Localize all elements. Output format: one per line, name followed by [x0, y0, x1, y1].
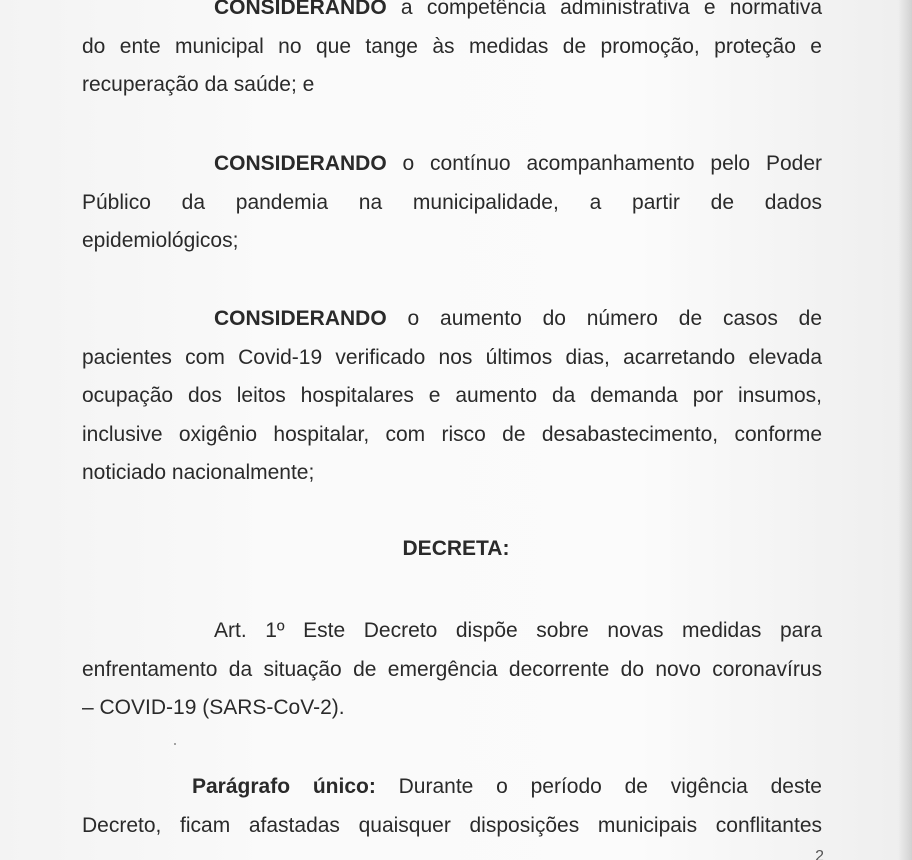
paragraph-competencia — [82, 0, 822, 105]
paragraph-line: pacientes com Covid-19 verificado nos últimos dias, acarretando elevada — [82, 345, 822, 369]
page-number: 2 — [815, 848, 824, 860]
paragraph-line: inclusive oxigênio hospitalar, com risco de desabastecimento, conforme — [82, 422, 822, 446]
paragraph-line: ocupação dos leitos hospitalares e aumento da demanda por insumos, — [82, 384, 822, 407]
decreta-heading: DECRETA: — [402, 537, 510, 560]
paragraph-line: – COVID-19 (SARS-CoV-2). — [82, 696, 345, 719]
paragraph-line: do ente municipal no que tange às medidas de promoção, proteção e — [82, 34, 822, 58]
paragraph-line: epidemiológicos; — [82, 229, 239, 252]
paragrafo-unico — [82, 768, 822, 845]
paragraph-aumento-casos — [82, 300, 822, 493]
paragraph-line: CONSIDERANDO o aumento do número de casos de — [214, 307, 822, 330]
paragraph-line: CONSIDERANDO a competência administrativa e normativa — [82, 0, 822, 28]
paragraph-line: CONSIDERANDO o contínuo acompanhamento pelo Poder — [214, 152, 822, 175]
page-edge-shadow — [898, 0, 912, 860]
considerando-label: CONSIDERANDO — [214, 0, 387, 19]
paragraph-line: recuperação da saúde; e — [82, 73, 315, 96]
scan-speck — [174, 743, 176, 745]
paragraph-line: Parágrafo único: Durante o período de vigência deste — [192, 775, 822, 798]
article-1 — [82, 612, 822, 728]
paragraph-line: enfrentamento da situação de emergência decorrente do novo coronavírus — [82, 657, 822, 681]
paragraph-line: Público da pandemia na municipalidade, a partir de dados — [82, 190, 822, 214]
paragrafo-unico-label: Parágrafo único: — [192, 775, 376, 798]
considerando-label: CONSIDERANDO — [214, 152, 387, 175]
paragraph-acompanhamento — [82, 145, 822, 261]
paragraph-line: noticiado nacionalmente; — [82, 461, 315, 484]
paragraph-line: Art. 1º Este Decreto dispõe sobre novas medidas para — [214, 619, 822, 642]
paragraph-line: Decreto, ficam afastadas quaisquer disposições municipais conflitantes — [82, 813, 822, 837]
considerando-label: CONSIDERANDO — [214, 307, 387, 330]
